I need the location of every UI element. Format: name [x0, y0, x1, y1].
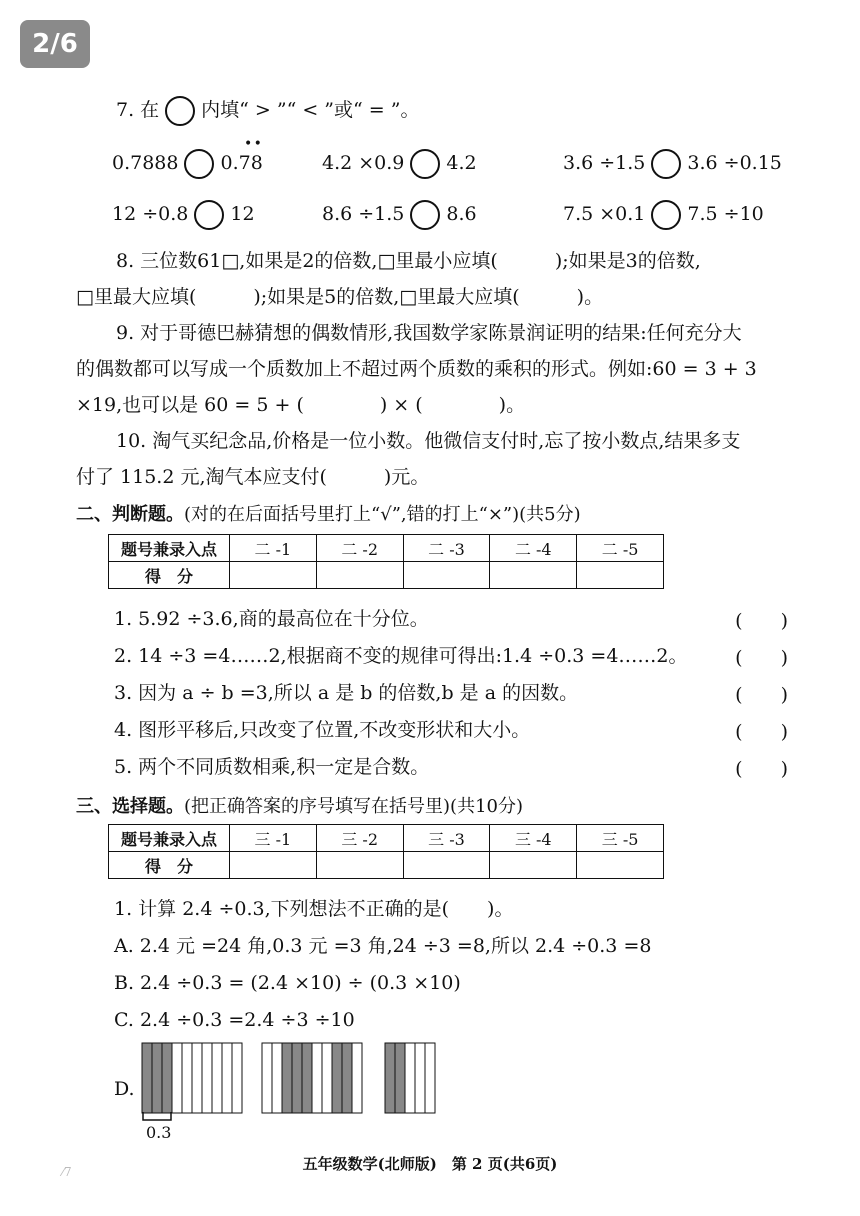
compare-left: 3.6 ÷1.5 [563, 152, 646, 174]
repeating-dots-mark: • • [244, 136, 262, 152]
q7-row2-item3 [563, 200, 764, 230]
compare-right: 3.6 ÷0.15 [687, 152, 782, 174]
table-header-cell: 题号兼录入点 [109, 825, 230, 852]
table-header-cell: 二 -2 [316, 535, 403, 562]
compare-left: 12 ÷0.8 [112, 203, 189, 225]
q8-line1: 8. 三位数61□,如果是2的倍数,□里最小应填( );如果是3的倍数, [116, 250, 701, 272]
choice-q1: 1. 计算 2.4 ÷0.3,下列想法不正确的是( )。 [114, 898, 514, 920]
section3-score-table [108, 824, 664, 879]
table-header-cell: 三 -3 [403, 825, 490, 852]
compare-left: 7.5 ×0.1 [563, 203, 646, 225]
q7-row1-item1 [112, 149, 263, 179]
answer-paren[interactable]: ( ) [735, 610, 788, 632]
option-c[interactable]: C. 2.4 ÷0.3 =2.4 ÷3 ÷10 [114, 1009, 355, 1031]
section2-note: (对的在后面括号里打上“√”,错的打上“×”)(共5分) [184, 504, 581, 525]
compare-right: 4.2 [446, 152, 477, 174]
option-d[interactable]: D. [114, 1078, 135, 1100]
section2-title: 二、判断题。 [76, 504, 184, 525]
strip-label: 0.3 [146, 1123, 172, 1142]
q7-row2-item1 [112, 200, 255, 230]
answer-circle[interactable] [651, 200, 681, 230]
table-header-cell: 三 -1 [230, 825, 317, 852]
judge-item-3: 3. 因为 a ÷ b =3,所以 a 是 b 的倍数,b 是 a 的因数。 [114, 682, 579, 704]
answer-circle[interactable] [410, 200, 440, 230]
section2-heading [76, 500, 581, 526]
answer-circle[interactable] [651, 149, 681, 179]
q7-row1-item2 [322, 149, 477, 179]
score-label: 得 分 [109, 852, 230, 879]
q9-line2: 的偶数都可以写成一个质数加上不超过两个质数的乘积的形式。例如:60 = 3 + 3 [76, 358, 757, 380]
score-cell[interactable] [403, 852, 490, 879]
compare-right: 12 [230, 203, 255, 225]
compare-right: 7.5 ÷10 [687, 203, 764, 225]
answer-paren[interactable]: ( ) [735, 647, 788, 669]
answer-circle[interactable] [194, 200, 224, 230]
section2-score-table [108, 534, 664, 589]
strip-group-1 [142, 1043, 242, 1113]
q7-prompt-b: 内填“ > ”“ < ”或“ = ”。 [201, 99, 420, 121]
compare-left: 4.2 ×0.9 [322, 152, 405, 174]
q9-line3: ×19,也可以是 60 = 5 + ( ) × ( )。 [76, 394, 526, 416]
answer-circle[interactable] [165, 96, 195, 126]
q10-line1: 10. 淘气买纪念品,价格是一位小数。他微信支付时,忘了按小数点,结果多支 [116, 430, 741, 452]
q8-line2: □里最大应填( );如果是5的倍数,□里最大应填( )。 [76, 286, 604, 308]
option-b[interactable]: B. 2.4 ÷0.3 = (2.4 ×10) ÷ (0.3 ×10) [114, 972, 461, 994]
page-footer: 五年级数学(北师版) 第 2 页(共6页) [302, 1155, 558, 1173]
answer-circle[interactable] [410, 149, 440, 179]
score-cell[interactable] [316, 852, 403, 879]
judge-item-4: 4. 图形平移后,只改变了位置,不改变形状和大小。 [114, 719, 531, 741]
score-cell[interactable] [403, 562, 490, 589]
score-cell[interactable] [577, 852, 664, 879]
q7-prompt-a: 7. 在 [116, 99, 160, 121]
table-header-cell: 题号兼录入点 [109, 535, 230, 562]
judge-item-5: 5. 两个不同质数相乘,积一定是合数。 [114, 756, 430, 778]
q9-line1: 9. 对于哥德巴赫猜想的偶数情形,我国数学家陈景润证明的结果:任何充分大 [116, 322, 742, 344]
table-header-cell: 二 -1 [230, 535, 317, 562]
option-a[interactable]: A. 2.4 元 =24 角,0.3 元 =3 角,24 ÷3 =8,所以 2.4 ÷0.3 =8 [114, 935, 652, 957]
score-cell[interactable] [230, 852, 317, 879]
option-d-strip-diagram [140, 1040, 440, 1140]
score-label: 得 分 [109, 562, 230, 589]
score-cell[interactable] [577, 562, 664, 589]
score-cell[interactable] [490, 852, 577, 879]
section3-note: (把正确答案的序号填写在括号里)(共10分) [184, 796, 523, 817]
compare-right: 0.78 [220, 152, 263, 174]
strip-group-3 [385, 1043, 435, 1113]
answer-paren[interactable]: ( ) [735, 684, 788, 706]
answer-circle[interactable] [184, 149, 214, 179]
scratch-mark: ⁄7 [62, 1165, 72, 1179]
score-cell[interactable] [490, 562, 577, 589]
q10-line2: 付了 115.2 元,淘气本应支付( )元。 [76, 466, 430, 488]
section3-title: 三、选择题。 [76, 796, 184, 817]
compare-left: 0.7888 [112, 152, 179, 174]
table-header-cell: 三 -2 [316, 825, 403, 852]
score-cell[interactable] [230, 562, 317, 589]
answer-paren[interactable]: ( ) [735, 758, 788, 780]
compare-left: 8.6 ÷1.5 [322, 203, 405, 225]
judge-item-1: 1. 5.92 ÷3.6,商的最高位在十分位。 [114, 608, 429, 630]
table-header-cell: 二 -5 [577, 535, 664, 562]
q7-prompt [116, 96, 419, 126]
table-header-cell: 三 -5 [577, 825, 664, 852]
page-badge: 2/6 [20, 20, 90, 68]
strip-group-2 [262, 1043, 362, 1113]
table-header-cell: 二 -4 [490, 535, 577, 562]
section3-heading [76, 792, 523, 818]
table-header-cell: 二 -3 [403, 535, 490, 562]
judge-item-2: 2. 14 ÷3 =4……2,根据商不变的规律可得出:1.4 ÷0.3 =4……2。 [114, 645, 688, 667]
score-cell[interactable] [316, 562, 403, 589]
q7-row2-item2 [322, 200, 477, 230]
compare-right: 8.6 [446, 203, 477, 225]
answer-paren[interactable]: ( ) [735, 721, 788, 743]
q7-row1-item3 [563, 149, 782, 179]
table-header-cell: 三 -4 [490, 825, 577, 852]
